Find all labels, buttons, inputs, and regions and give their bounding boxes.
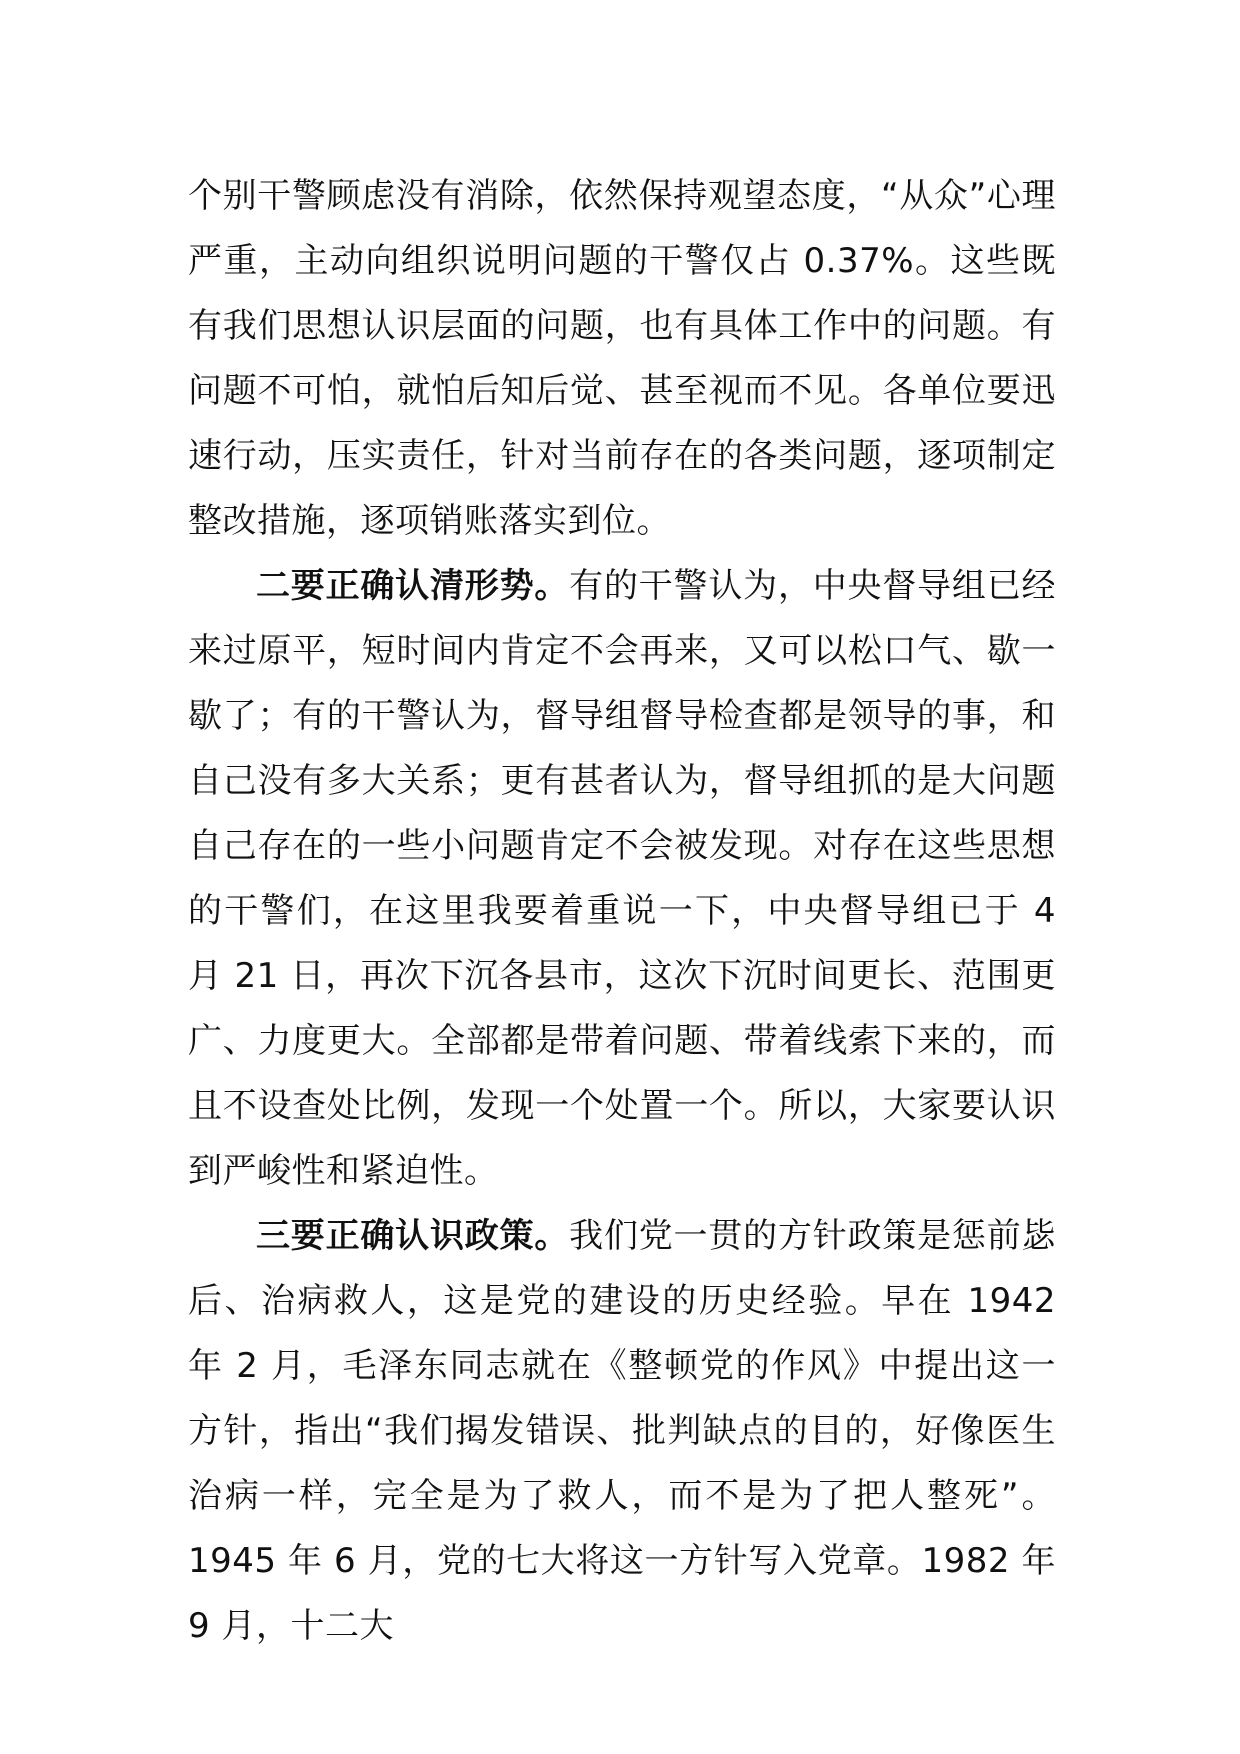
paragraph-3-heading: 三要正确认识政策。 [256, 1216, 570, 1256]
paragraph-3 [188, 1204, 1056, 1659]
paragraph-2-heading: 二要正确认清形势。 [256, 566, 570, 606]
paragraph-3-body: 我们党一贯的方针政策是惩前毖后、治病救人，这是党的建设的历史经验。早在 1942 年 2 月，毛泽东同志就在《整顿党的作风》中提出这一方针，指出“我们揭发错误、批判缺点的目的，好像医生治病一样，完全是为了救人，而不是为了把人整死”。1945 年 6 月，党的七大将这一方针写入党章。1982 年 9 月，十二大 [188, 1216, 1057, 1646]
paragraph-1: 个别干警顾虑没有消除，依然保持观望态度，“从众”心理严重，主动向组织说明问题的干警仅占 0.37%。这些既有我们思想认识层面的问题，也有具体工作中的问题。有问题不可怕，就怕后知后觉、甚至视而不见。各单位要迅速行动，压实责任，针对当前存在的各类问题，逐项制定整改措施，逐项销账落实到位。 [188, 176, 1056, 541]
document-body [188, 164, 1056, 1659]
paragraph-2-body: 有的干警认为，中央督导组已经来过原平，短时间内肯定不会再来，又可以松口气、歇一歇了；有的干警认为，督导组督导检查都是领导的事，和自己没有多大关系；更有甚者认为，督导组抓的是大问题自己存在的一些小问题肯定不会被发现。对存在这些思想的干警们，在这里我要着重说一下，中央督导组已于 4 月 21 日，再次下沉各县市，这次下沉时间更长、范围更广、力度更大。全部都是带着问题、带着线索下来的，而且不设查处比例，发现一个处置一个。所以，大家要认识到严峻性和紧迫性。 [188, 566, 1057, 1191]
paragraph-2 [188, 554, 1056, 1204]
